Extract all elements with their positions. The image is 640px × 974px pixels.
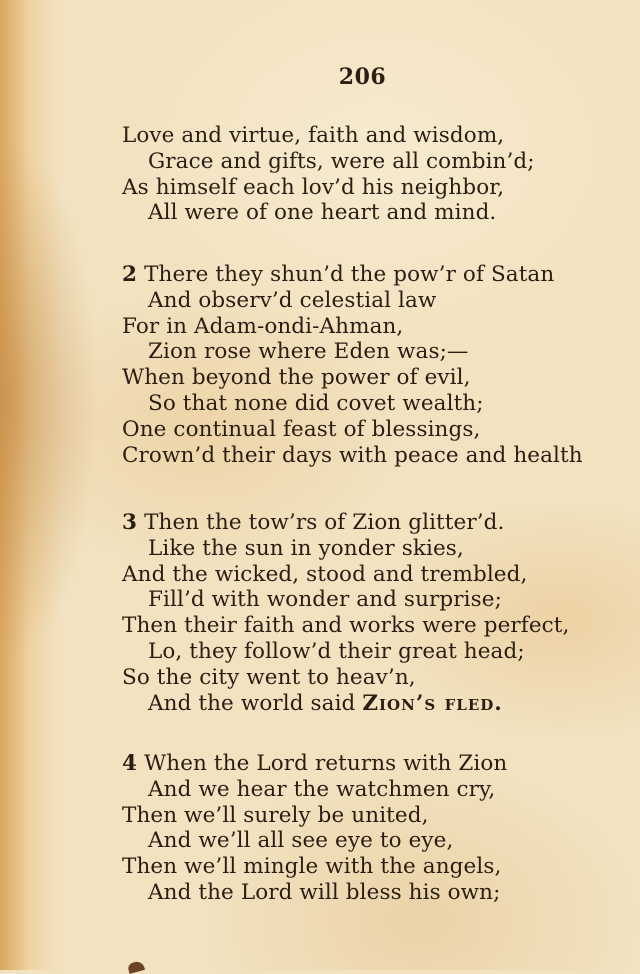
verse-line: Love and virtue, faith and wisdom, — [122, 123, 505, 148]
verse-line: Then we’ll surely be united, — [122, 802, 429, 828]
smallcaps-text: Zion’s fled. — [362, 690, 503, 716]
verse-line: And we hear the watchmen cry, — [148, 776, 496, 802]
verse-line: For in Adam-ondi-Ahman, — [122, 313, 404, 339]
verse-text: When the Lord returns with Zion — [144, 751, 508, 776]
verse-line: So that none did covet wealth; — [148, 390, 484, 416]
verse-line: And observ’d celestial law — [148, 287, 437, 313]
verse-line — [122, 691, 569, 717]
stanza-number: 3 — [122, 510, 138, 535]
verse-line: Crown’d their days with peace and health — [122, 442, 583, 468]
verse-line: Zion rose where Eden was;— — [148, 339, 469, 365]
verse-line: When beyond the power of evil, — [122, 365, 471, 391]
verse-line: Then we’ll mingle with the angels, — [122, 854, 502, 880]
stanza-number: 2 — [122, 262, 138, 287]
verse-line: As himself each lov’d his neighbor, — [122, 174, 505, 200]
verse-line: And we’ll all see eye to eye, — [148, 828, 454, 854]
verse-text: Then the tow’rs of Zion glitter’d. — [144, 510, 505, 535]
verse-line: And the wicked, stood and trembled, — [122, 561, 528, 587]
verse-text: There they shun’d the pow’r of Satan — [144, 262, 555, 287]
stanza-1 — [122, 123, 535, 226]
verse-line: One continual feast of blessings, — [122, 416, 481, 442]
stanza-number: 4 — [122, 751, 138, 776]
verse-line: And the Lord will bless his own; — [148, 879, 501, 905]
verse-line: All were of one heart and mind. — [148, 200, 497, 226]
verse-line: Like the sun in yonder skies, — [148, 535, 464, 561]
page-number: 206 — [338, 64, 387, 90]
stanza-4 — [122, 751, 507, 906]
verse-line: Fill’d with wonder and surprise; — [148, 587, 502, 613]
verse-line — [122, 262, 583, 288]
verse-line — [122, 510, 569, 536]
stanza-2 — [122, 262, 583, 468]
verse-line: So the city went to heav’n, — [122, 664, 416, 690]
verse-line: Then their faith and works were perfect, — [122, 613, 570, 639]
verse-line: Lo, they follow’d their great head; — [148, 638, 525, 664]
stanza-3 — [122, 510, 569, 716]
verse-line: Grace and gifts, were all combin’d; — [148, 148, 535, 174]
verse-text: And the world said — [148, 690, 363, 716]
verse-line — [122, 751, 507, 777]
ink-blot — [127, 960, 145, 974]
